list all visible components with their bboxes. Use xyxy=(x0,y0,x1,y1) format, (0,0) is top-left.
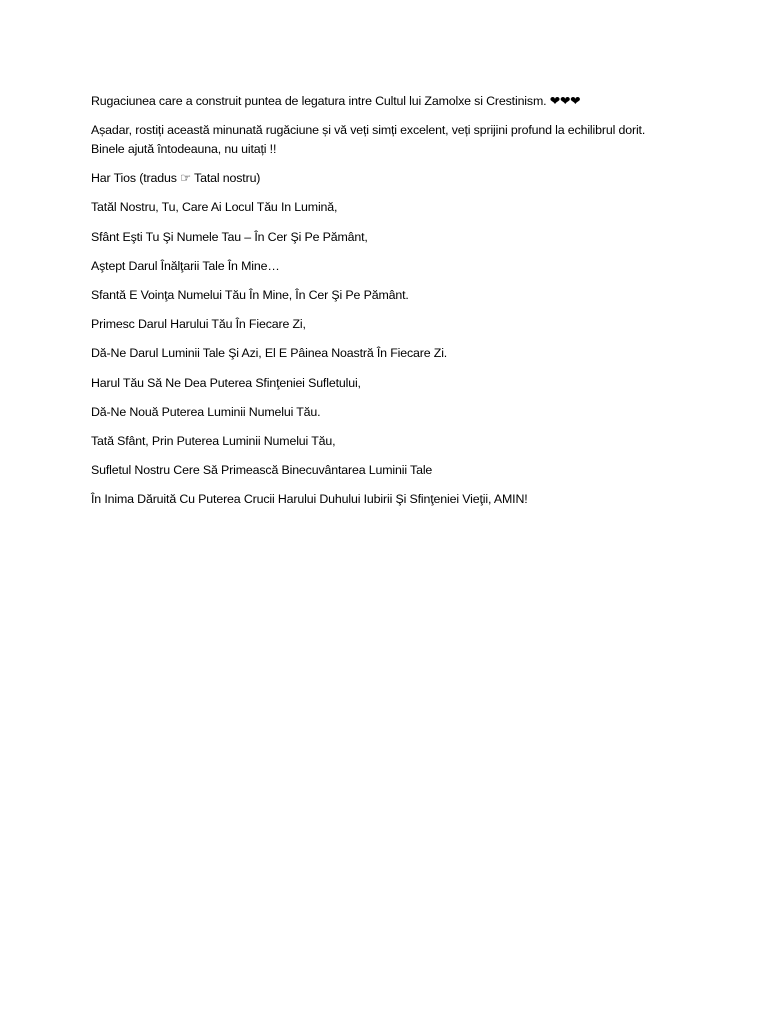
prayer-line: Primesc Darul Harului Tău În Fiecare Zi, xyxy=(91,317,306,332)
prayer-line: Harul Tău Să Ne Dea Puterea Sfinţeniei Sufletului, xyxy=(91,375,361,390)
prayer-line: Sufletul Nostru Cere Să Primească Binecuvântarea Luminii Tale xyxy=(91,463,433,478)
prayer-line: Tatăl Nostru, Tu, Care Ai Locul Tău In Lumină, xyxy=(91,200,338,215)
prayer-line: Tată Sfânt, Prin Puterea Luminii Numelui Tău, xyxy=(91,433,336,448)
intro-line: Rugaciunea care a construit puntea de legatura intre Cultul lui Zamolxe si Crestinism. ❤❤❤ xyxy=(91,94,581,108)
prayer-line: Dă-Ne Nouă Puterea Luminii Numelui Tău. xyxy=(91,404,321,419)
prayer-line: Sfânt Eşti Tu Şi Numele Tau – În Cer Şi Pe Pământ, xyxy=(91,229,368,244)
prayer-title: Har Tios (tradus ☞ Tatal nostru) xyxy=(91,171,261,186)
intro-paragraph: Așadar, rostiți această minunată rugăciune și vă veți simți excelent, veți sprijini profund la echilibrul dorit. Binele ajută întodeauna, nu uitați !! xyxy=(91,123,646,157)
prayer-line: Sfantă E Voinţa Numelui Tău În Mine, În Cer Şi Pe Pământ. xyxy=(91,287,409,302)
prayer-line: Aştept Darul Înălţarii Tale În Mine… xyxy=(91,258,280,273)
prayer-line: În Inima Dăruită Cu Puterea Crucii Harului Duhului Iubirii Şi Sfinţeniei Vieţii, AMIN! xyxy=(91,492,528,507)
document-body xyxy=(91,92,691,519)
prayer-line: Dă-Ne Darul Luminii Tale Şi Azi, El E Pâinea Noastră În Fiecare Zi. xyxy=(91,346,448,361)
